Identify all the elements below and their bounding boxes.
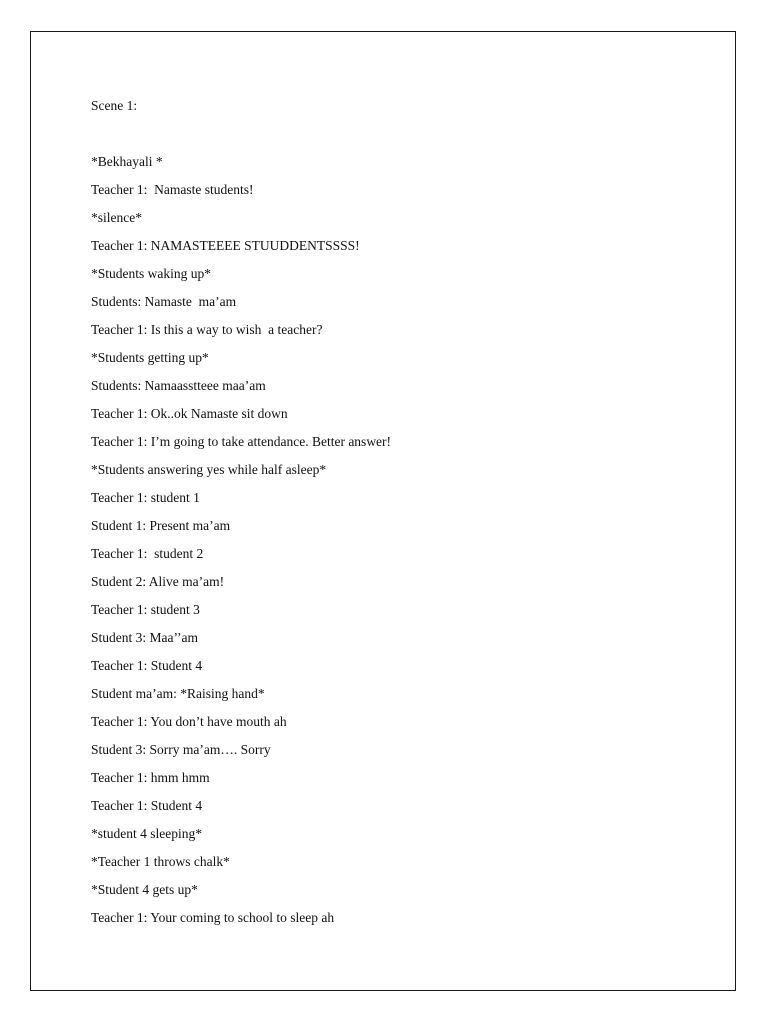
script-line: Teacher 1: student 2: [91, 546, 204, 561]
script-line: *Students waking up*: [91, 266, 211, 281]
script-line: Student ma’am: *Raising hand*: [91, 686, 265, 701]
page-content: [91, 92, 695, 932]
scene-title: Scene 1:: [91, 98, 138, 113]
script-line: *Students answering yes while half asleep*: [91, 462, 327, 477]
script-line: Student 3: Sorry ma’am…. Sorry: [91, 742, 271, 757]
script-line: Students: Namaste ma’am: [91, 294, 237, 309]
script-line: *Student 4 gets up*: [91, 882, 198, 897]
script-lines: [91, 148, 695, 932]
script-line: Student 1: Present ma’am: [91, 518, 231, 533]
script-line: Teacher 1: Namaste students!: [91, 182, 254, 197]
script-line: *Teacher 1 throws chalk*: [91, 854, 230, 869]
script-line: Teacher 1: You don’t have mouth ah: [91, 714, 287, 729]
script-line: Teacher 1: Student 4: [91, 658, 203, 673]
script-line: Teacher 1: Is this a way to wish a teacher?: [91, 322, 323, 337]
script-line: Teacher 1: Your coming to school to sleep ah: [91, 910, 335, 925]
script-line: Teacher 1: student 3: [91, 602, 200, 617]
script-line: Student 3: Maa’’am: [91, 630, 198, 645]
script-line: *Bekhayali *: [91, 154, 163, 169]
script-line: Teacher 1: Ok..ok Namaste sit down: [91, 406, 288, 421]
script-line: *Students getting up*: [91, 350, 209, 365]
script-line: Teacher 1: hmm hmm: [91, 770, 210, 785]
script-line: Students: Namaasstteee maa’am: [91, 378, 266, 393]
script-line: Student 2: Alive ma’am!: [91, 574, 225, 589]
script-line: Teacher 1: NAMASTEEEE STUUDDENTSSSS!: [91, 238, 360, 253]
script-line: *silence*: [91, 210, 142, 225]
script-line: *student 4 sleeping*: [91, 826, 202, 841]
document-page: [30, 31, 736, 991]
script-line: Teacher 1: I’m going to take attendance. Better answer!: [91, 434, 392, 449]
script-line: Teacher 1: Student 4: [91, 798, 203, 813]
script-line: Teacher 1: student 1: [91, 490, 200, 505]
